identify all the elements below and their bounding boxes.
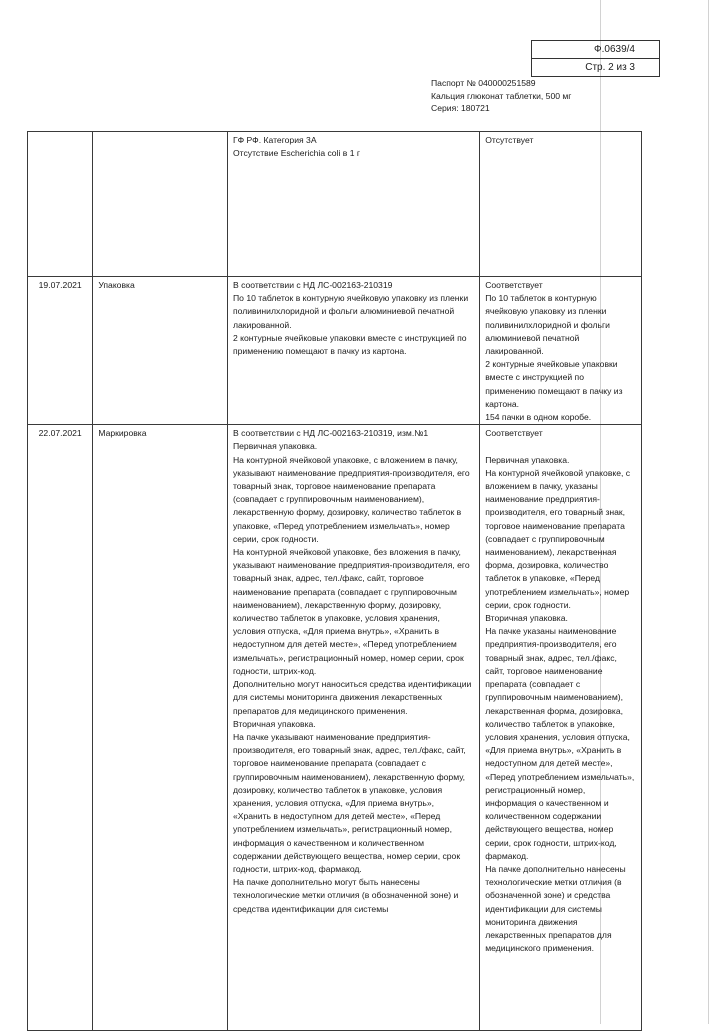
page-number: Стр. 2 из 3	[532, 58, 659, 76]
table-row	[28, 132, 642, 277]
form-code: Ф.0639/4	[594, 44, 635, 55]
scan-line-right	[708, 0, 709, 1024]
table-row	[28, 277, 642, 425]
product-name: Кальция глюконат таблетки, 500 мг	[431, 90, 572, 101]
row-requirement: В соответствии с НД ЛС-002163-210319 По 10 таблеток в контурную ячейковую упаковку из пленки поливинилхлоридной и фольги алюминиевой печатной лакированной. 2 контурные ячейковые упаковки вместе с инструкцией по применению помещают в пачку из картона.	[227, 277, 479, 425]
row-requirement: В соответствии с НД ЛС-002163-210319, изм.№1 Первичная упаковка. На контурной ячейковой упаковке, с вложением в пачку, указывают наименование предприятия-производителя, его товарный знак, торговое наименование препарата (совпадает с группировочным наименованием), лекарственную форму, дозировку, количество таблеток в упаковке, «Перед употреблением измельчать», номер серии, срок годности. На контурной ячейковой упаковке, без вложения в пачку, указывают наименование предприятия-производителя, его товарный знак, адрес, тел./факс, сайт, торговое наименование препарата (совпадает с группировочным наименованием), лекарственную форму, дозировку, количество таблеток в упаковке, условия хранения, условия отпуска, «Для приема внутрь», «Хранить в недоступном для детей месте», «Перед употреблением измельчать», регистрационный номер, номер серии, срок годности, штрих-код. Дополнительно могут наноситься средства идентификации для системы мониторинга движения лекарственных препаратов для медицинского применения. Вторичная упаковка. На пачке указывают наименование предприятия-производителя, его товарный знак, адрес, тел./факс, сайт, торговое наименование препарата (совпадает с группировочным наименованием), лекарственную форму, дозировку, количество таблеток в упаковке, условия хранения, условия отпуска, «Для приема внутрь», «Хранить в недоступном для детей месте», «Перед употреблением измельчать», регистрационный номер, информация о качественном и количественном содержании действующего вещества, номер серии, срок годности, штрих-код, фармакод. На пачке дополнительно могут быть нанесены технологические метки отличия (в обозначенной зоне) и средства идентификации для системы	[227, 425, 479, 1031]
row-date	[28, 132, 93, 277]
row-test: Маркировка	[93, 425, 228, 1031]
passport-header	[431, 77, 571, 115]
row-requirement: ГФ РФ. Категория 3А Отсутствие Escherichia coli в 1 г	[227, 132, 479, 277]
row-result: Соответствует Первичная упаковка. На контурной ячейковой упаковке, с вложением в пачку, указаны наименование предприятия-производителя, его товарный знак, торговое наименование препарата (совпадает с группировочным наименованием), лекарственная форма, дозировка, количество таблеток в упаковке, «Перед употреблением измельчать», номер серии, срок годности. Вторичная упаковка. На пачке указаны наименование предприятия-производителя, его товарный знак, адрес, тел./факс, сайт, торговое наименование препарата (совпадает с группировочным наименованием), лекарственная форма, дозировка, количество таблеток в упаковке, условия хранения, условия отпуска, «Для приема внутрь», «Хранить в недоступном для детей месте», «Перед употреблением измельчать», регистрационный номер, информация о качественном и количественном содержании действующего вещества, номер серии, срок годности, штрих-код, фармакод. На пачке дополнительно нанесены технологические метки отличия (в обозначенной зоне) и средства идентификации для системы мониторинга движения лекарственных препаратов для медицинского применения.	[480, 425, 642, 1031]
analysis-table	[27, 131, 642, 1031]
series-number: Серия: 180721	[431, 103, 490, 113]
row-result: Соответствует По 10 таблеток в контурную ячейковую упаковку из пленки поливинилхлоридной и фольги алюминиевой печатной лакированной. 2 контурные ячейковые упаковки вместе с инструкцией по применению помещают в пачку из картона. 154 пачки в одном коробе.	[480, 277, 642, 425]
passport-number: Паспорт № 040000251589	[431, 78, 536, 88]
row-test: Упаковка	[93, 277, 228, 425]
row-date: 19.07.2021	[28, 277, 93, 425]
form-code-box	[531, 40, 660, 77]
row-result: Отсутствует	[480, 132, 642, 277]
row-test	[93, 132, 228, 277]
table-row	[28, 425, 642, 1031]
row-date: 22.07.2021	[28, 425, 93, 1031]
